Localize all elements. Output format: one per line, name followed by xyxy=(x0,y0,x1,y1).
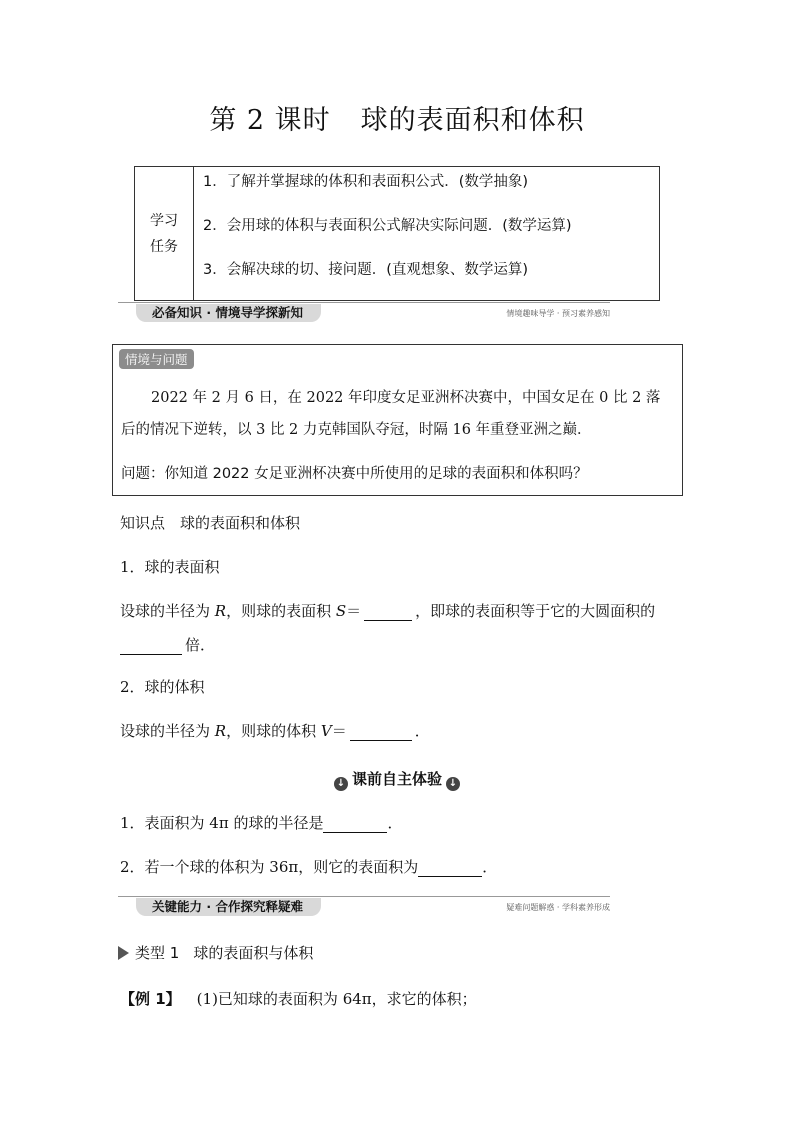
example-text: (1)已知球的表面积为 64π，求它的体积； xyxy=(196,990,477,1008)
text: ． xyxy=(414,722,430,740)
var-r: R xyxy=(214,602,227,620)
example-label: 【例 1】 xyxy=(120,990,181,1008)
task-item: 3．会解决球的切、接问题．(直观想象、数学运算) xyxy=(203,262,529,278)
volume-statement xyxy=(120,720,430,741)
banner-note: 情境趣味导学 · 预习素养感知 xyxy=(506,309,610,318)
lesson-number: 第 2 课时 xyxy=(209,105,331,136)
situation-question: 问题：你知道 2022 女足亚洲杯决赛中所使用的足球的表面积和体积吗？ xyxy=(121,466,588,482)
text: 课前自主体验 xyxy=(351,770,442,788)
arrow-down-icon: ↓ xyxy=(446,777,460,791)
var-v: V xyxy=(320,722,332,740)
surface-area-statement-cont xyxy=(120,634,215,655)
section-banner-ability xyxy=(118,894,610,918)
surface-area-statement xyxy=(120,600,655,621)
answer-blank[interactable] xyxy=(120,636,182,655)
lesson-topic: 球的表面积和体积 xyxy=(360,105,585,136)
self-check-title xyxy=(0,768,794,791)
subheading-volume: 2．球的体积 xyxy=(120,678,205,696)
divider xyxy=(118,302,610,303)
self-check-question-2 xyxy=(120,856,497,877)
subheading-surface-area: 1．球的表面积 xyxy=(120,558,220,576)
text: ． xyxy=(387,814,403,832)
banner-label: 必备知识 · 情境导学探新知 xyxy=(136,304,321,322)
type-1-heading xyxy=(118,942,313,963)
example-1 xyxy=(120,988,477,1009)
situation-box xyxy=(112,344,683,496)
section-banner-knowledge xyxy=(118,300,610,324)
text: ，即球的表面积等于它的大圆面积的 xyxy=(415,602,656,620)
text: 2．若一个球的体积为 36π，则它的表面积为 xyxy=(120,858,419,876)
triangle-bullet-icon xyxy=(118,946,129,960)
task-item: 2．会用球的体积与表面积公式解决实际问题．(数学运算) xyxy=(203,218,572,234)
situation-paragraph: 后的情况下逆转，以 3 比 2 力克韩国队夺冠，时隔 16 年重登亚洲之巅． xyxy=(121,422,592,438)
divider xyxy=(118,896,610,897)
text: ． xyxy=(482,858,498,876)
text: ，则球的体积 xyxy=(226,722,321,740)
type-label: 类型 1 xyxy=(135,944,180,962)
answer-blank[interactable] xyxy=(350,722,412,741)
answer-blank[interactable] xyxy=(418,858,482,877)
self-check-question-1 xyxy=(120,812,403,833)
var-s: S xyxy=(335,602,347,620)
text: 设球的半径为 xyxy=(120,722,215,740)
header-line: 学习 xyxy=(150,212,178,229)
type-title: 球的表面积与体积 xyxy=(193,944,314,962)
text: 1．表面积为 4π 的球的半径是 xyxy=(120,814,324,832)
knowledge-heading: 知识点 球的表面积和体积 xyxy=(120,514,301,532)
task-item: 1．了解并掌握球的体积和表面积公式．(数学抽象) xyxy=(203,174,529,190)
text: 倍． xyxy=(185,636,216,654)
learning-tasks-table xyxy=(134,166,660,301)
answer-blank[interactable] xyxy=(364,602,412,621)
text: ＝ xyxy=(346,602,362,620)
page-title xyxy=(0,98,794,137)
banner-note: 疑难问题解惑 · 学科素养形成 xyxy=(506,903,610,912)
situation-tag: 情境与问题 xyxy=(119,349,194,369)
learning-tasks-header xyxy=(135,167,194,300)
header-line: 任务 xyxy=(150,238,178,255)
arrow-down-icon: ↓ xyxy=(334,777,348,791)
text: ，则球的表面积 xyxy=(226,602,336,620)
answer-blank[interactable] xyxy=(323,814,387,833)
var-r: R xyxy=(214,722,227,740)
situation-paragraph: 2022 年 2 月 6 日，在 2022 年印度女足亚洲杯决赛中，中国女足在 0 比 2 落 xyxy=(151,390,661,406)
banner-label: 关键能力 · 合作探究释疑难 xyxy=(136,898,321,916)
text: 设球的半径为 xyxy=(120,602,215,620)
text: ＝ xyxy=(331,722,347,740)
